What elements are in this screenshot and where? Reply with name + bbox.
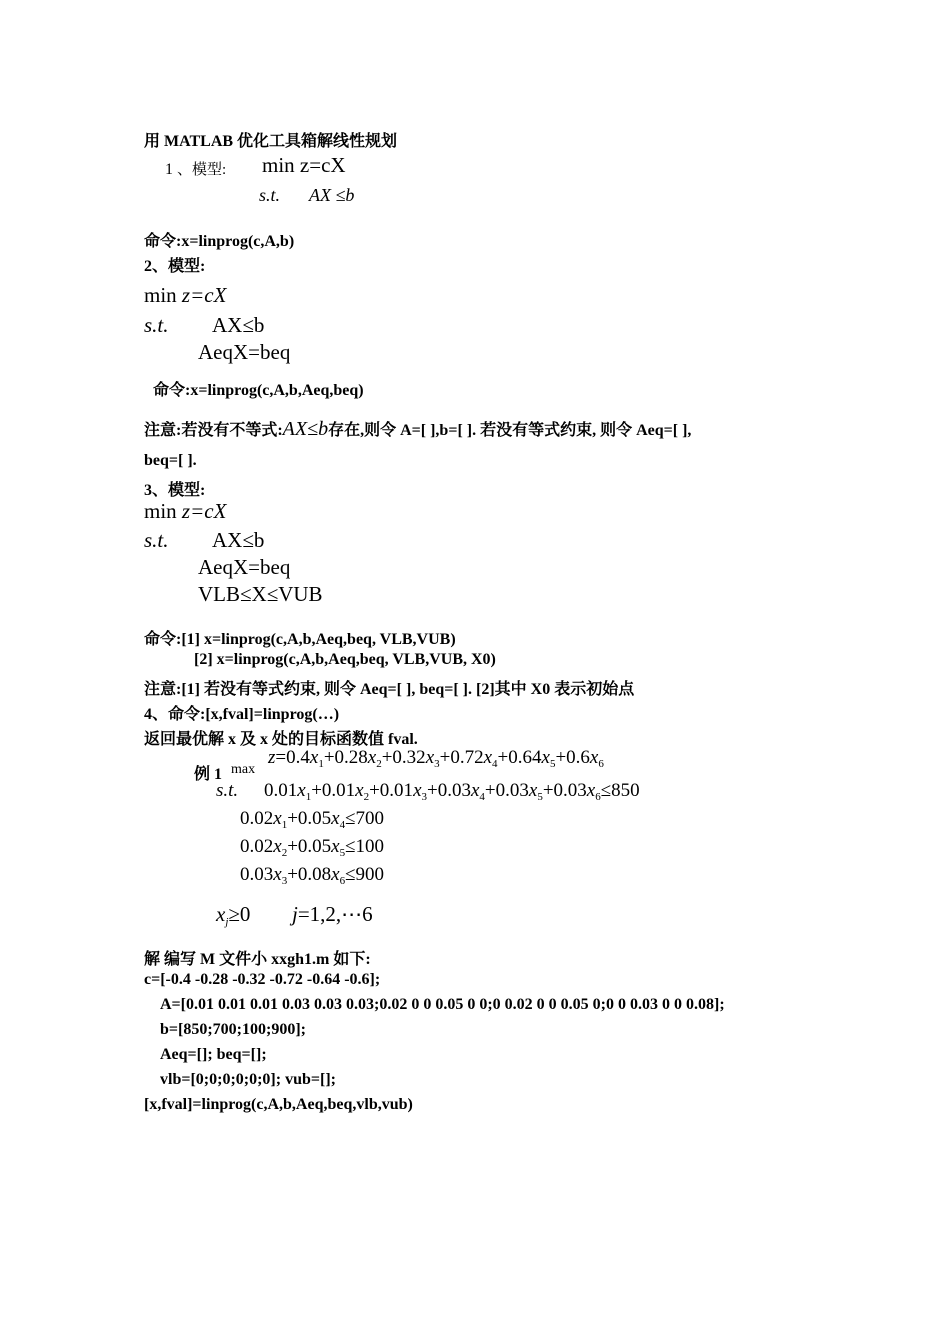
example-objective: $z=0.4x_1+0.28x_2+0.32x_3+0.72x_4+0.64x_5+0.6x_6$ — [268, 747, 604, 770]
section3-min: min — [144, 499, 177, 523]
section3-heading: 3、模型: — [144, 482, 206, 499]
example-label: 例 1 — [194, 766, 223, 783]
section2-note-line2: beq=[ ]. — [144, 452, 197, 469]
section4-desc: 返回最优解 x 及 x 处的目标函数值 fval. — [144, 731, 418, 748]
example-max: max — [231, 762, 256, 777]
example-index: j=1,2,⋯6 — [292, 902, 373, 926]
section2-min: min — [144, 283, 177, 307]
section3-bounds: VLB≤X≤VUB — [198, 582, 323, 606]
section2-command: 命令:x=linprog(c,A,b,Aeq,beq) — [153, 382, 364, 399]
section2-line1 — [144, 283, 226, 308]
section3-note: 注意:[1] 若没有等式约束, 则令 Aeq=[ ], beq=[ ]. [2]其中 X0 表示初始点 — [144, 681, 635, 698]
section3-objective: z=cX — [181, 499, 227, 523]
section2-ineq: AX≤b — [212, 313, 265, 337]
section2-note-suffix: 存在,则令 A=[ ],b=[ ]. 若没有等式约束, 则令 Aeq=[ ], — [328, 422, 692, 439]
code-line-5: vlb=[0;0;0;0;0;0]; vub=[]; — [160, 1071, 336, 1088]
section2-st: s.t. — [144, 313, 169, 337]
section2-note-prefix: 注意:若没有不等式: — [144, 422, 283, 439]
section1-model-line1: min z=cX — [262, 153, 346, 177]
example-st: s.t. — [216, 780, 239, 801]
code-line-3: b=[850;700;100;900]; — [160, 1021, 306, 1038]
code-line-4: Aeq=[]; beq=[]; — [160, 1046, 267, 1063]
section1-label-text: 模型: — [192, 162, 227, 178]
section2-note — [144, 417, 691, 441]
example-constraint-4: $0.03x_3+0.08x_6\le 900$ — [240, 864, 385, 887]
section3-ineq: AX≤b — [212, 528, 265, 552]
section3-command1: 命令:[1] x=linprog(c,A,b,Aeq,beq, VLB,VUB) — [144, 631, 456, 648]
section2-note-formula: AX≤b — [282, 418, 329, 440]
section1-label-sep: 、 — [177, 162, 193, 178]
section3-eq: AeqX=beq — [198, 555, 291, 579]
section2-heading: 2、模型: — [144, 258, 206, 275]
code-line-6: [x,fval]=linprog(c,A,b,Aeq,beq,vlb,vub) — [144, 1096, 413, 1113]
code-line-1: c=[-0.4 -0.28 -0.32 -0.72 -0.64 -0.6]; — [144, 971, 381, 988]
section1-model-line2: AX ≤b — [309, 185, 355, 205]
section1-command: 命令:x=linprog(c,A,b) — [144, 233, 295, 250]
example-constraint-3: $0.02x_2+0.05x_5\le 100$ — [240, 836, 385, 859]
section4-heading: 4、命令:[x,fval]=linprog(…) — [144, 706, 340, 723]
section3-line1 — [144, 499, 226, 524]
code-line-2: A=[0.01 0.01 0.01 0.03 0.03 0.03;0.02 0 0 0.05 0 0;0 0.02 0 0 0.05 0;0 0 0.03 0 0 0.08]; — [160, 996, 725, 1013]
section1-label — [165, 158, 226, 179]
section3-st: s.t. — [144, 528, 169, 552]
section2-eq: AeqX=beq — [198, 340, 291, 364]
section2-objective: z=cX — [181, 283, 227, 307]
example-constraint-1: $0.01x_1+0.01x_2+0.01x_3+0.03x_4+0.03x_5+0.03x_6\le 850$ — [264, 780, 640, 803]
page-title: 用 MATLAB 优化工具箱解线性规划 — [144, 133, 398, 150]
section3-command2: [2] x=linprog(c,A,b,Aeq,beq, VLB,VUB, X0) — [194, 651, 496, 668]
example-nonneg: $x_j\ge 0$ — [216, 902, 251, 928]
section1-model-st: s.t. — [259, 185, 281, 205]
section1-label-num: 1 — [165, 161, 173, 178]
example-constraint-2: $0.02x_1+0.05x_4\le 700$ — [240, 808, 385, 831]
solution-intro: 解 编写 M 文件小 xxgh1.m 如下: — [144, 951, 371, 968]
